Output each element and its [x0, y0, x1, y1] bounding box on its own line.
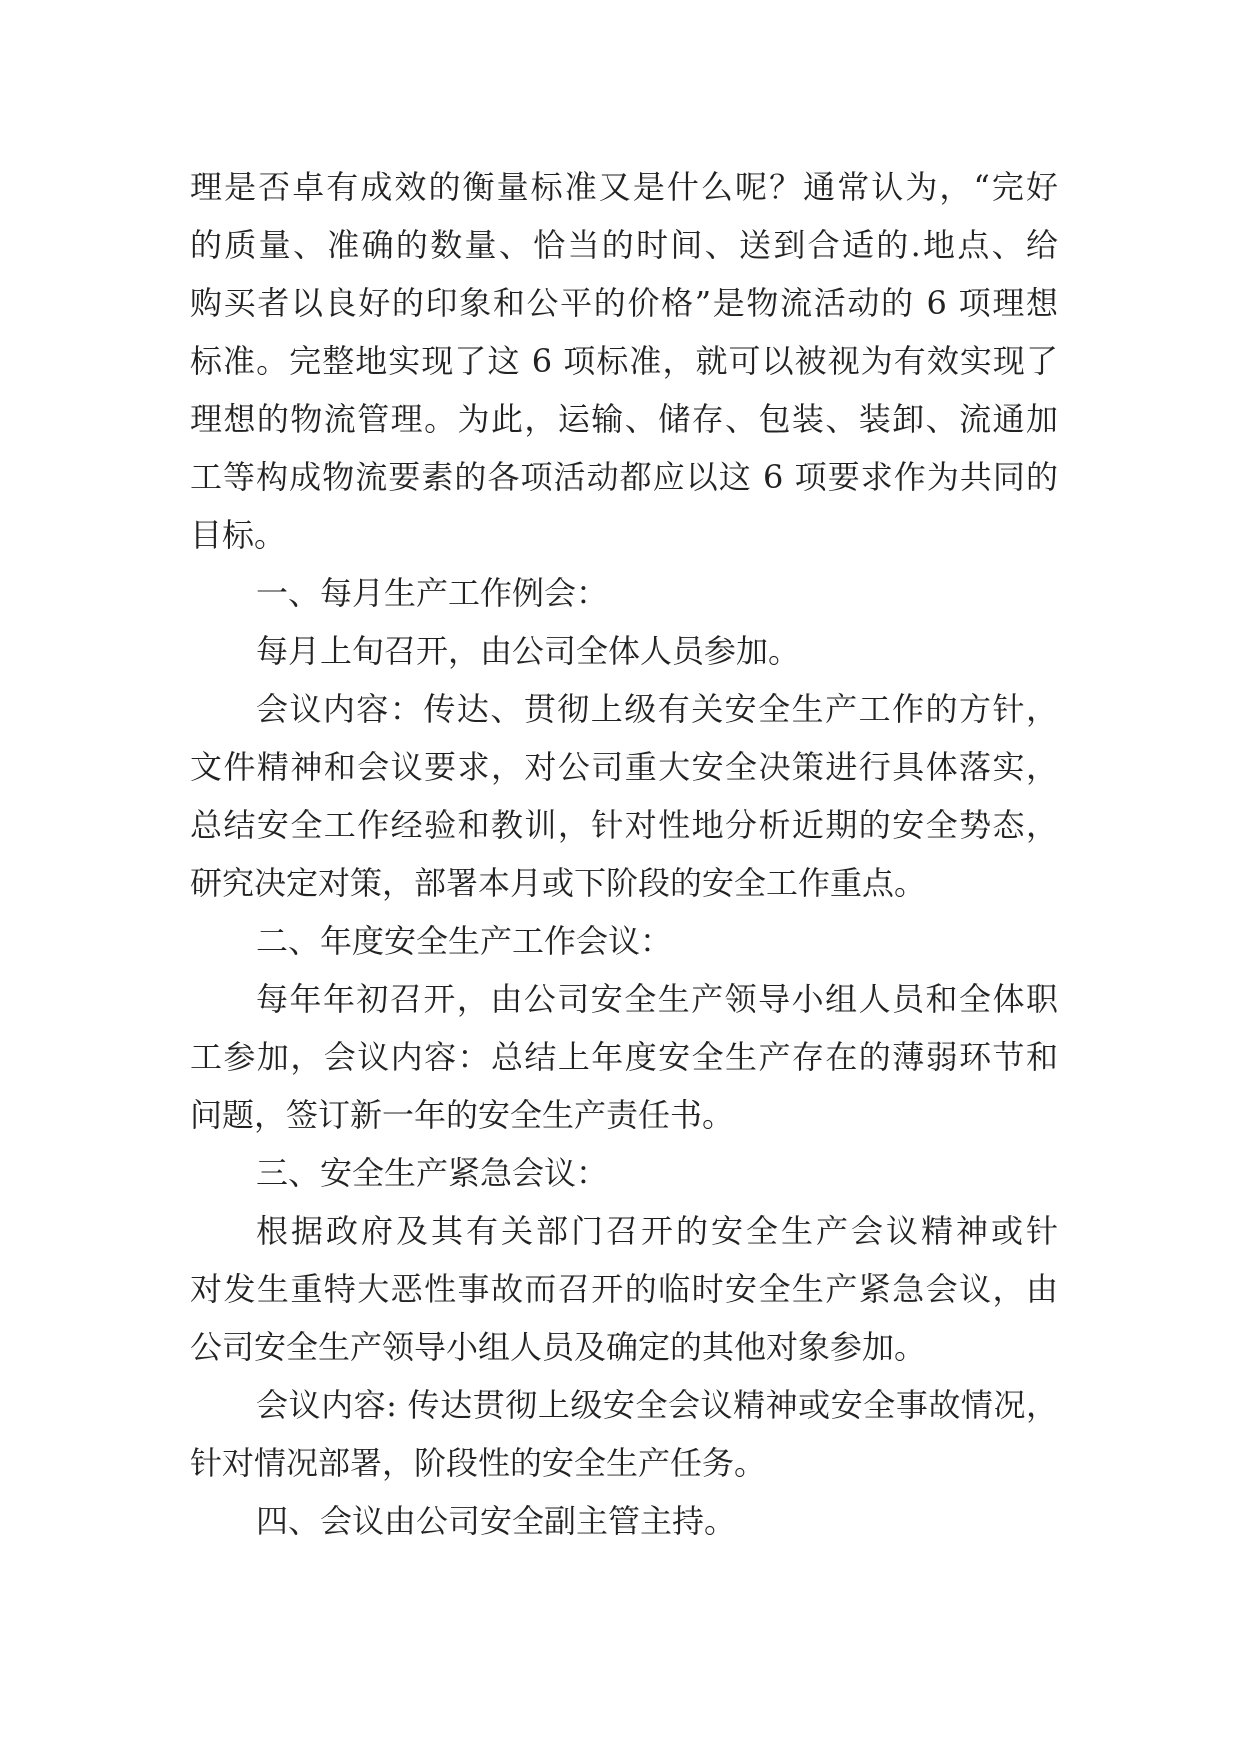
text-line: 问题，签订新一年的安全生产责任书。	[190, 1096, 735, 1134]
text-line: 理想的物流管理。为此，运输、储存、包装、装卸、流通加	[190, 400, 1058, 438]
text-line: 购买者以良好的印象和公平的价格”是物流活动的 6 项理想	[190, 284, 1058, 322]
text-line: 针对情况部署，阶段性的安全生产任务。	[190, 1444, 767, 1482]
text-line: 根据政府及其有关部门召开的安全生产会议精神或针	[256, 1212, 1058, 1250]
text-line: 标准。完整地实现了这 6 项标准，就可以被视为有效实现了	[190, 342, 1058, 380]
text-line: 工参加，会议内容：总结上年度安全生产存在的薄弱环节和	[190, 1038, 1058, 1076]
text-line: 研究决定对策，部署本月或下阶段的安全工作重点。	[190, 864, 927, 902]
section-heading: 三、安全生产紧急会议：	[256, 1154, 609, 1192]
text-line: 目标。	[190, 516, 287, 554]
text-line: 工等构成物流要素的各项活动都应以这 6 项要求作为共同的	[190, 458, 1058, 496]
text-line: 文件精神和会议要求，对公司重大安全决策进行具体落实，	[190, 748, 1058, 786]
text-line: 会议内容: 传达贯彻上级安全会议精神或安全事故情况，	[256, 1386, 1058, 1424]
text-line: 每年年初召开，由公司安全生产领导小组人员和全体职	[256, 980, 1058, 1018]
text-line: 公司安全生产领导小组人员及确定的其他对象参加。	[190, 1328, 927, 1366]
document-body	[190, 158, 1058, 1550]
text-line: 对发生重特大恶性事故而召开的临时安全生产紧急会议，由	[190, 1270, 1058, 1308]
section-heading: 二、年度安全生产工作会议：	[256, 922, 673, 960]
section-heading: 四、会议由公司安全副主管主持。	[256, 1502, 737, 1540]
text-line: 会议内容：传达、贯彻上级有关安全生产工作的方针，	[256, 690, 1058, 728]
text-line: 总结安全工作经验和教训，针对性地分析近期的安全势态，	[190, 806, 1058, 844]
text-line: 理是否卓有成效的衡量标准又是什么呢？通常认为，“完好	[190, 168, 1058, 206]
text-line: 的质量、准确的数量、恰当的时间、送到合适的.地点、给	[190, 226, 1058, 264]
text-line: 每月上旬召开，由公司全体人员参加。	[256, 632, 801, 670]
section-heading: 一、每月生产工作例会：	[256, 574, 609, 612]
